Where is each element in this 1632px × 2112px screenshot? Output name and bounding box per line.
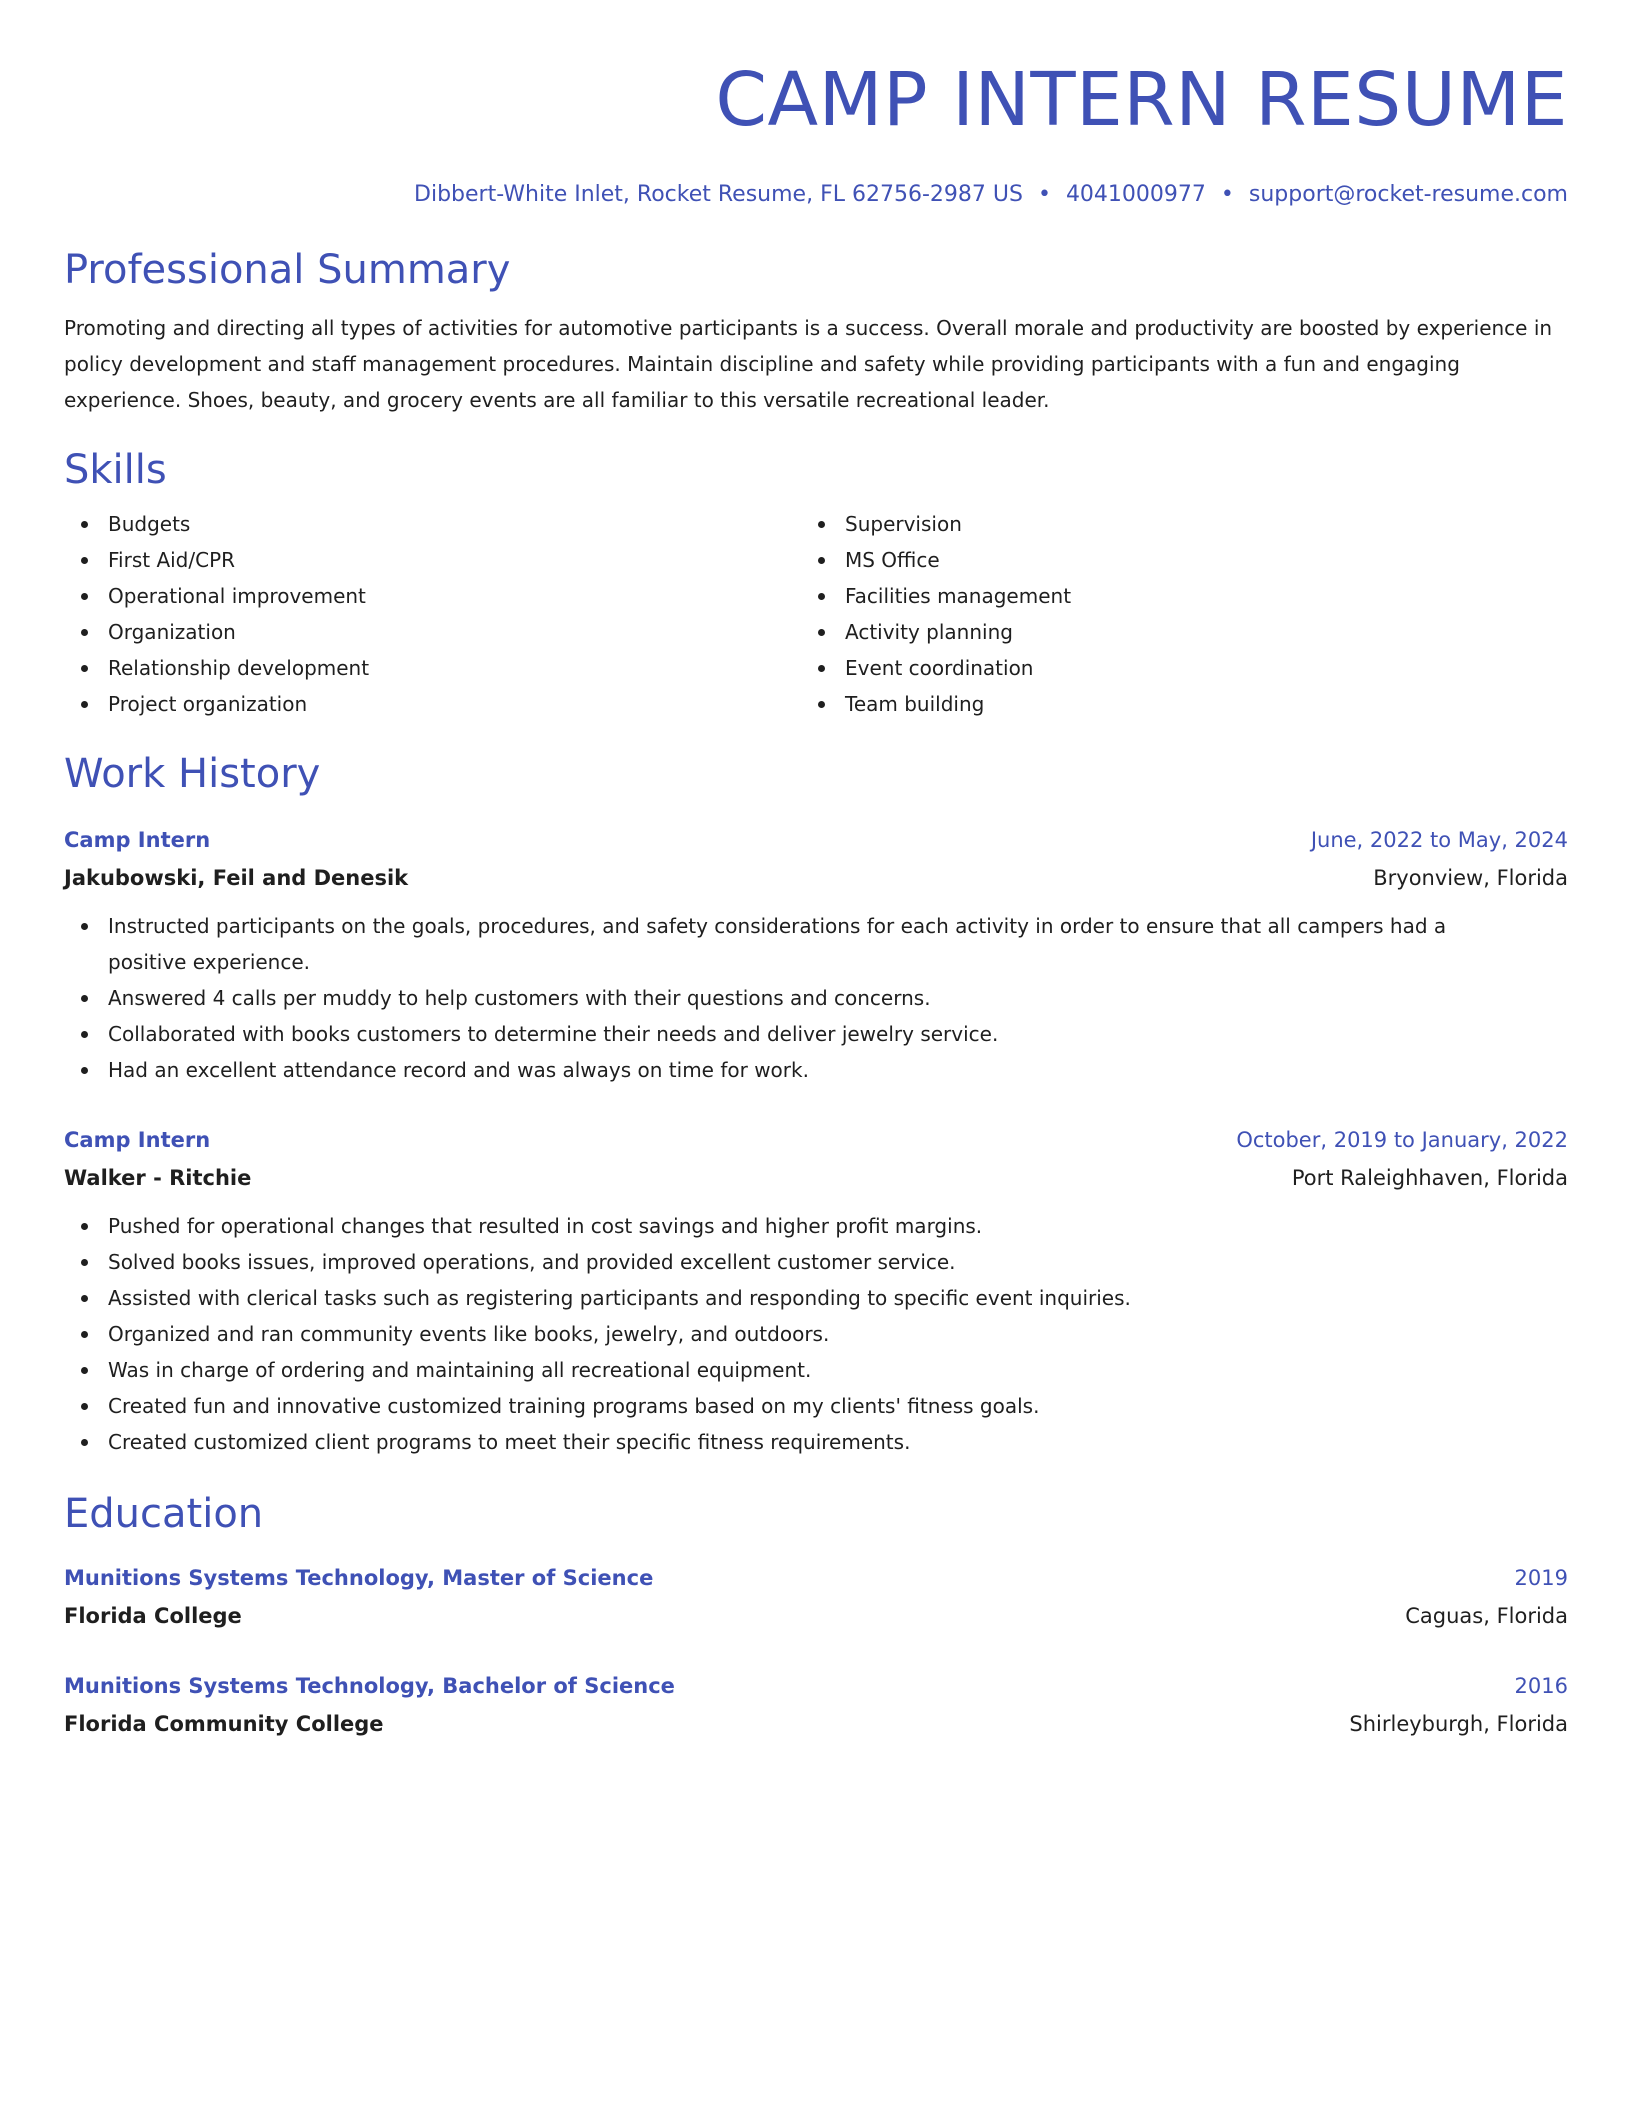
job-title: Camp Intern xyxy=(64,1128,211,1152)
job-bullets xyxy=(64,908,1568,1088)
skill-item: Operational improvement xyxy=(64,578,801,614)
job-bullet: Collaborated with books customers to determine their needs and deliver jewelry service. xyxy=(64,1016,1568,1052)
job-location: Port Raleighhaven, Florida xyxy=(1291,1166,1568,1190)
skill-item: MS Office xyxy=(801,542,1538,578)
education-school: Florida College xyxy=(64,1604,242,1628)
education-school-row xyxy=(64,1704,1568,1744)
job-bullets xyxy=(64,1208,1568,1460)
skill-item: First Aid/CPR xyxy=(64,542,801,578)
skill-item: Supervision xyxy=(801,506,1538,542)
work-history-heading: Work History xyxy=(64,751,321,797)
job-company: Walker - Ritchie xyxy=(64,1166,252,1190)
job-header-row xyxy=(64,822,1568,858)
summary-heading: Professional Summary xyxy=(64,247,511,293)
education-degree: Munitions Systems Technology, Bachelor of Science xyxy=(64,1674,675,1698)
skills-heading: Skills xyxy=(64,447,167,493)
job-bullet: Created customized client programs to meet their specific fitness requirements. xyxy=(64,1424,1568,1460)
job-header-row xyxy=(64,1122,1568,1158)
education-entry xyxy=(64,1560,1568,1636)
job-bullet: Solved books issues, improved operations, and provided excellent customer service. xyxy=(64,1244,1568,1280)
education-header-row xyxy=(64,1668,1568,1704)
job-bullet: Pushed for operational changes that resulted in cost savings and higher profit margins. xyxy=(64,1208,1568,1244)
education-heading: Education xyxy=(64,1491,264,1537)
contact-separator: • xyxy=(1220,182,1234,207)
job-bullet: Assisted with clerical tasks such as registering participants and responding to specific event inquiries. xyxy=(64,1280,1568,1316)
education-header-row xyxy=(64,1560,1568,1596)
job-bullet: Had an excellent attendance record and was always on time for work. xyxy=(64,1052,1568,1088)
contact-address: Dibbert-White Inlet, Rocket Resume, FL 62756-2987 US xyxy=(414,182,1023,207)
skill-item: Facilities management xyxy=(801,578,1538,614)
education-location: Caguas, Florida xyxy=(1405,1604,1568,1628)
job-company-row xyxy=(64,1158,1568,1198)
job-company: Jakubowski, Feil and Denesik xyxy=(64,866,409,890)
resume-title: CAMP INTERN RESUME xyxy=(715,57,1568,143)
education-year: 2019 xyxy=(1514,1566,1568,1590)
job-entry xyxy=(64,822,1568,1088)
skill-item: Project organization xyxy=(64,686,801,722)
skill-item: Activity planning xyxy=(801,614,1538,650)
job-bullet: Instructed participants on the goals, procedures, and safety considerations for each activity in order to ensure that all campers had a positive experience. xyxy=(64,908,1568,980)
education-entry xyxy=(64,1668,1568,1744)
skills-column-left xyxy=(64,506,801,722)
contact-phone: 4041000977 xyxy=(1065,182,1206,207)
education-location: Shirleyburgh, Florida xyxy=(1349,1712,1568,1736)
education-school-row xyxy=(64,1596,1568,1636)
education-section xyxy=(64,1488,1568,1744)
contact-email: support@rocket-resume.com xyxy=(1248,182,1568,207)
summary-text: Promoting and directing all types of activities for automotive participants is a success. Overall morale and productivity are boosted by experience in policy development and staff management procedures. Maintain discipline and safety while providing participants with a fun and engaging experience. Shoes, beauty, and grocery events are all familiar to this versatile recreational leader. xyxy=(64,316,1553,412)
job-bullet: Organized and ran community events like books, jewelry, and outdoors. xyxy=(64,1316,1568,1352)
skills-section xyxy=(64,444,1568,722)
job-company-row xyxy=(64,858,1568,898)
skill-item: Organization xyxy=(64,614,801,650)
job-dates: June, 2022 to May, 2024 xyxy=(1310,828,1568,852)
job-bullet: Created fun and innovative customized training programs based on my clients' fitness goals. xyxy=(64,1388,1568,1424)
education-degree: Munitions Systems Technology, Master of Science xyxy=(64,1566,654,1590)
skill-item: Budgets xyxy=(64,506,801,542)
work-history-section xyxy=(64,748,1568,1460)
skills-grid xyxy=(64,506,1568,722)
job-entry xyxy=(64,1122,1568,1460)
summary-section xyxy=(64,244,1568,418)
education-year: 2016 xyxy=(1514,1674,1568,1698)
skills-column-right xyxy=(801,506,1538,722)
skill-item: Relationship development xyxy=(64,650,801,686)
job-dates: October, 2019 to January, 2022 xyxy=(1236,1128,1568,1152)
contact-line xyxy=(64,180,1568,210)
job-bullet: Answered 4 calls per muddy to help customers with their questions and concerns. xyxy=(64,980,1568,1016)
education-school: Florida Community College xyxy=(64,1712,384,1736)
skill-item: Event coordination xyxy=(801,650,1538,686)
skill-item: Team building xyxy=(801,686,1538,722)
resume-header xyxy=(64,52,1568,210)
job-location: Bryonview, Florida xyxy=(1373,866,1568,890)
contact-separator: • xyxy=(1037,182,1051,207)
job-title: Camp Intern xyxy=(64,828,211,852)
job-bullet: Was in charge of ordering and maintaining all recreational equipment. xyxy=(64,1352,1568,1388)
